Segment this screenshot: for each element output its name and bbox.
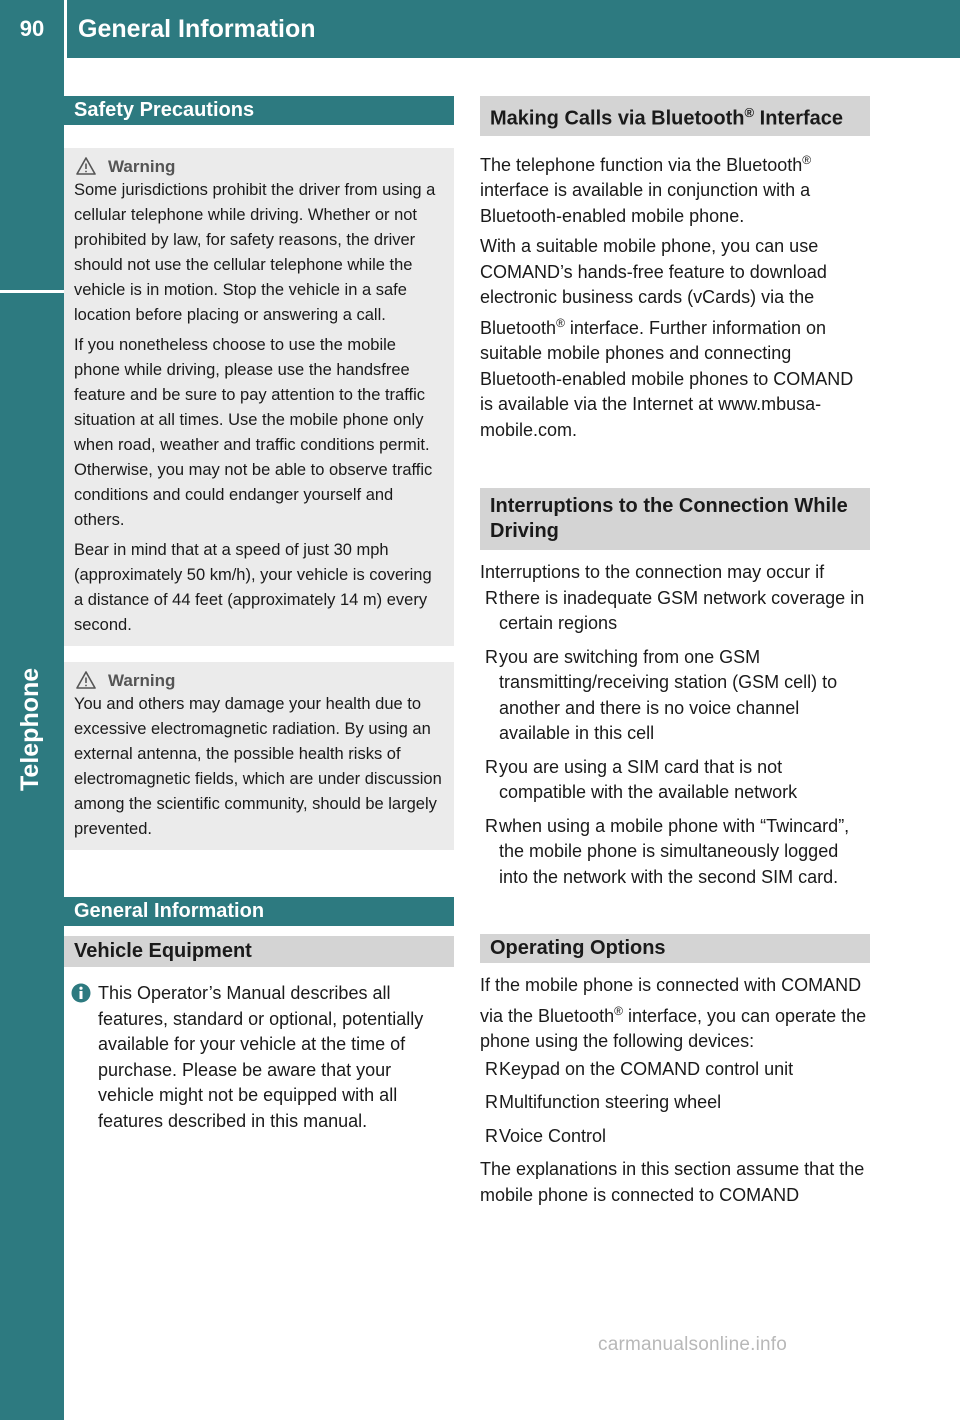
warning-label: Warning [108,156,176,176]
heading-text: Making Calls via Bluetooth [490,107,745,130]
interruptions-heading: Interruptions to the Connection While Driving [480,488,870,550]
warning-box-2 [64,662,454,850]
paragraph [480,148,870,230]
info-text: This Operator’s Manual describes all features, standard or optional, potentially available for your vehicle at the time of purchase. Please be aware that your vehicle might not be equipped with all features described in this manual. [98,983,424,1131]
info-note [64,981,454,1134]
warning-paragraph: If you nonetheless choose to use the mobile phone while driving, please use the handsfree feature and be sure to pay attention to the traffic situation at all times. Use the mobile phone only when road, weather and traffic conditions permit. Otherwise, you may not be able to observe traffic conditions and could endanger yourself and others. [74,336,433,529]
chapter-tab-label-wrap [16,653,46,853]
operating-options-heading: Operating Options [480,934,870,963]
warning-header [74,668,444,692]
bullet-glyph: R [485,587,498,608]
list-item-text: there is inadequate GSM network coverage in certain regions [499,587,865,634]
warning-paragraph: Bear in mind that at a speed of just 30 mph (approximately 50 km/h), your vehicle is covering a distance of 44 feet (approximately 14 m) every second. [74,541,432,634]
list-item-text: Multifunction steering wheel [499,1092,722,1113]
bullet-glyph: R [485,646,498,667]
list-item [480,1090,870,1116]
bullet-glyph: R [485,756,498,777]
paragraph: The explanations in this section assume that the mobile phone is connected to COMAND [480,1159,865,1205]
list-item-text: you are switching from one GSM transmitting/receiving station (GSM cell) to another and there is no voice channel available in this cell [499,646,838,744]
header-divider [64,0,67,58]
section-title: General Information [78,15,316,43]
vehicle-equipment-heading: Vehicle Equipment [64,936,454,967]
text-run: interface, you can operate the phone using the following devices: [480,1005,867,1052]
paragraph [480,973,870,1055]
chapter-tab-label: Telephone [16,667,44,791]
page-header [0,0,960,58]
list-item [480,814,870,891]
text-run: With a suitable mobile phone, you can use COMAND’s hands-free feature to download electronic business cards (vCards) via the Bluetooth [480,236,827,338]
warning-triangle-icon [76,671,96,689]
warning-label: Warning [108,670,176,690]
info-icon [70,983,92,1003]
text-run: If the mobile phone is connected with COMAND via the Bluetooth [480,975,862,1026]
bluetooth-calls-heading [480,96,870,136]
list-item [480,645,870,747]
registered-mark: ® [614,1003,623,1018]
warning-box-1 [64,148,454,646]
warning-header [74,154,444,178]
registered-mark: ® [556,315,565,330]
interruptions-list [480,586,870,891]
list-item [480,1057,870,1083]
paragraph [480,234,870,443]
registered-mark: ® [744,105,755,120]
bullet-glyph: R [485,1058,498,1079]
warning-paragraph: Some jurisdictions prohibit the driver from using a cellular telephone while driving. Whether or not prohibited by law, for safety reasons, the driver should not use the cellular telephone while the vehicle is in motion. Stop the vehicle in a safe location before placing or answering a call. [74,181,436,324]
list-item [480,586,870,637]
right-column [480,96,870,1213]
operating-options-list [480,1057,870,1150]
watermark: carmanualsonline.info [598,1334,788,1355]
left-column [64,96,454,1134]
text-run: interface is available in conjunction with a Bluetooth-enabled mobile phone. [480,180,811,226]
heading-suffix: Interface [754,107,844,130]
list-item-text: Keypad on the COMAND control unit [499,1058,794,1079]
list-item-text: you are using a SIM card that is not compatible with the available network [499,756,798,803]
list-item-text: Voice Control [499,1125,607,1146]
text-run: The telephone function via the Bluetooth [480,154,803,175]
text-run: interface. Further information on suitable mobile phones and connecting Bluetooth-enabled mobile phones to COMAND is available via the Internet at www.mbusa-mobile.com. [480,317,854,440]
chapter-tab [0,293,64,1420]
bullet-glyph: R [485,1125,498,1146]
bullet-glyph: R [485,1092,498,1113]
bullet-glyph: R [485,815,498,836]
sidebar-top-band [0,58,64,290]
registered-mark: ® [802,152,812,167]
safety-heading: Safety Precautions [64,96,454,125]
list-item [480,755,870,806]
paragraph: Interruptions to the connection may occur if [480,562,825,583]
chapter-sidebar [0,58,64,1362]
list-item-text: when using a mobile phone with “Twincard”, the mobile phone is simultaneously logged into the network with the second SIM card. [499,815,850,887]
list-item [480,1124,870,1150]
warning-paragraph: You and others may damage your health due to excessive electromagnetic radiation. By using an external antenna, the possible health risks of electromagnetic fields, which are under discussion among the scientific community, should be largely prevented. [74,695,442,838]
general-info-heading: General Information [64,897,454,926]
warning-triangle-icon [76,157,96,175]
page-number: 90 [19,16,45,41]
